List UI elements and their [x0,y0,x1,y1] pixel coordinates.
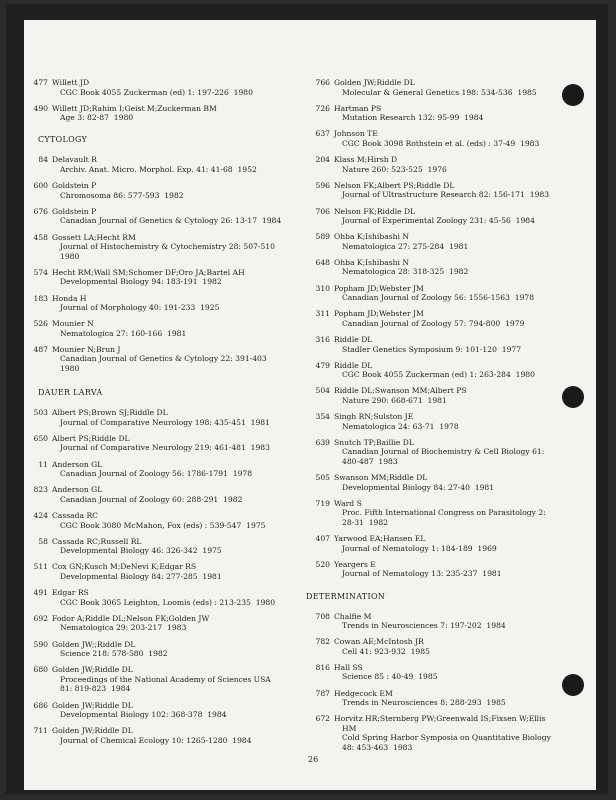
reference-number: 477 [33,78,48,87]
reference-number: 574 [33,267,48,277]
reference-citation: Developmental Biology 84: 27-40 1981 [342,482,495,492]
reference-citation: Proc. Fifth International Congress on Parasitology 2: [342,508,546,518]
reference-number: 706 [315,206,330,216]
reference-authors: Hedgecock EM [334,688,393,698]
reference-citation: Developmental Biology 94: 183-191 1982 [60,277,222,287]
reference-authors: Popham JD;Webster JM [334,283,424,293]
reference-citation: Proceedings of the National Academy of Sciences USA [60,674,271,684]
reference-citation: Trends in Neurosciences 8: 288-293 1985 [342,698,506,708]
reference-authors: Delavault R [52,155,97,165]
reference-body [334,473,494,492]
binder-hole [562,674,584,696]
reference-authors: Golden JW;Riddle DL [334,78,415,87]
reference-number: 708 [315,611,330,621]
reference-number: 407 [315,534,330,544]
reference-body [52,537,222,556]
reference-authors: Riddle DL [334,335,373,344]
reference-number: 686 [33,700,48,710]
reference-body [52,207,281,226]
reference-citation: 81: 819-823 1984 [60,684,131,694]
reference-number: 648 [315,257,330,267]
reference-citation: Nematologica 28: 318-325 1982 [342,267,469,277]
reference-citation: Canadian Journal of Zoology 57: 794-800 1979 [342,318,525,328]
reference-citation: Developmental Biology 46: 326-342 1975 [60,546,222,556]
reference-body [334,499,546,528]
reference-authors: Cowan AE;McIntosh JR [334,637,424,647]
reference-body [52,434,270,453]
reference-body [52,319,186,338]
reference-citation: Journal of Experimental Zoology 231: 45-56 1984 [342,216,535,226]
reference-body [334,155,447,174]
reference-number: 676 [33,206,48,216]
reference-number: 650 [33,433,48,443]
reference-citation: Archiv. Anat. Micro. Morphol. Exp. 41: 41-68 1952 [60,164,257,174]
reference-body [334,309,524,328]
reference-authors: Popham JD;Webster JM [334,309,424,319]
reference-citation: CGC Book 4055 Zuckerman (ed) 1: 263-284 1980 [342,370,535,380]
reference-authors: Honda H [52,293,87,303]
reference-citation: Journal of Ultrastructure Research 82: 156-171 1983 [342,190,550,200]
reference-authors: Cassada RC [52,511,98,520]
reference-number: 596 [315,180,330,190]
reference-authors: Swanson MM;Riddle DL [334,473,428,483]
reference-number: 590 [33,639,48,649]
reference-number: 58 [38,536,48,546]
reference-body [52,665,271,694]
reference-body [334,104,483,123]
reference-citation: Nematologica 27: 160-166 1981 [60,328,187,338]
reference-citation: Nature 260: 523-525 1976 [342,164,447,174]
reference-authors: Nelson FK;Riddle DL [334,206,416,216]
reference-authors: Yarwood EA;Hansen EL [334,534,426,544]
reference-authors: Hartman PS [334,103,382,113]
reference-authors: Golden JW;Riddle DL [52,700,133,710]
reference-body [52,294,219,313]
reference-number: 782 [315,637,330,647]
reference-citation: CGC Book 4055 Zuckerman (ed) 1: 197-226 1980 [60,87,253,97]
reference-citation: 1980 [60,251,80,261]
reference-citation: CGC Book 3098 Rothstein et al. (eds) : 37-49 1983 [342,138,540,148]
reference-authors: Albert PS;Brown SJ;Riddle DL [52,408,168,418]
reference-authors: Golden JW;;Riddle DL [52,639,136,649]
reference-number: 503 [33,408,48,418]
reference-authors: Ohba K;Ishibashi N [334,257,410,267]
reference-body [334,361,535,380]
reference-authors: Goldstein P [52,206,97,216]
reference-body [334,412,459,431]
reference-body [52,408,270,427]
reference-authors: Cassada RC;Russell RL [52,536,142,546]
reference-number: 600 [33,181,48,191]
reference-citation: Canadian Journal of Biochemistry & Cell Biology 61: [342,447,545,457]
reference-body [334,560,502,579]
reference-number: 711 [33,726,48,736]
reference-body [334,714,551,752]
reference-number: 316 [315,335,330,344]
reference-body [334,438,544,467]
reference-number: 589 [315,232,330,242]
reference-citation: Mutation Research 132: 95-99 1984 [342,113,484,123]
reference-authors: Cox GN;Kusch M;DeNevi K;Edgar RS [52,562,197,572]
reference-body [334,689,506,708]
reference-citation: 1980 [60,364,80,374]
reference-citation: Nematologica 27: 275-284 1981 [342,241,469,251]
reference-number: 692 [33,613,48,623]
page-number: 26 [308,755,319,764]
reference-citation: Canadian Journal of Zoology 56: 1556-1563 1978 [342,293,535,303]
reference-body [52,588,275,607]
reference-number: 479 [315,360,330,370]
reference-authors: Hecht RM;Wall SM;Schomer DF;Oro JA;Bartel AH [52,267,245,277]
reference-number: 680 [33,665,48,675]
reference-number: 354 [315,412,330,422]
reference-citation: Canadian Journal of Zoology 60: 288-291 1982 [60,494,243,504]
reference-body [334,284,534,303]
reference-citation: Canadian Journal of Genetics & Cytology 26: 13-17 1984 [60,216,282,226]
reference-body [52,155,257,174]
reference-authors: Mounier N [52,319,94,329]
reference-citation: Developmental Biology 102: 368-378 1984 [60,710,227,720]
reference-number: 487 [33,344,48,354]
reference-citation: Cold Spring Harbor Symposia on Quantitative Biology [342,733,551,743]
reference-citation: Molecular & General Genetics 198: 534-536 1985 [342,87,537,97]
reference-body [334,663,438,682]
reference-body [52,460,252,479]
reference-citation: Stadler Genetics Symposium 9: 101-120 1977 [342,344,522,354]
reference-authors: Anderson GL [52,459,103,469]
reference-authors: Johnson TE [334,129,378,139]
reference-body [52,233,275,262]
reference-body [334,386,467,405]
reference-citation: Journal of Chemical Ecology 10: 1265-1280 1984 [60,735,252,745]
reference-number: 637 [315,129,330,139]
reference-citation: Science 218: 578-580 1982 [60,649,168,659]
reference-authors: Ohba K;Ishibashi N [334,232,410,242]
reference-body [334,129,539,148]
reference-authors: Mounier N;Brun J [52,344,121,354]
reference-number: 310 [315,283,330,293]
reference-citation: Journal of Comparative Neurology 198: 435-451 1981 [60,417,270,427]
reference-body [334,232,468,251]
reference-body [334,78,537,97]
reference-citation: Journal of Histochemistry & Cytochemistry 28: 507-510 [60,242,275,252]
document-page [24,20,596,790]
reference-citation: 480-487 1983 [342,456,398,466]
reference-citation: Nature 290: 668-671 1981 [342,395,447,405]
reference-number: 504 [315,386,330,396]
reference-authors: Hall SS [334,662,363,672]
reference-number: 505 [315,473,330,483]
reference-authors: Albert PS;Riddle DL [52,433,130,443]
binder-hole [562,386,584,408]
reference-authors: Klass M;Hirsh D [334,155,398,165]
reference-citation: CGC Book 3080 McMahon, Fox (eds) : 539-547 1975 [60,520,266,530]
reference-authors: Goldstein P [52,181,97,191]
reference-number: 311 [315,309,330,319]
reference-authors: Gossett LA;Hecht RM [52,232,136,242]
reference-citation: Nematologica 24: 63-71 1978 [342,421,459,431]
reference-body [334,335,521,354]
section-heading: CYTOLOGY [38,135,88,145]
reference-authors: HM [342,723,357,733]
reference-authors: Riddle DL;Swanson MM;Albert PS [334,386,467,396]
reference-citation: 48: 453-463 1983 [342,743,413,753]
reference-body [334,612,506,631]
reference-number: 672 [315,714,330,724]
section-heading: DAUER LARVA [38,388,103,398]
reference-number: 183 [33,293,48,303]
reference-body [52,104,217,123]
reference-citation: Science 85 : 40-49 1985 [342,672,438,682]
reference-citation: Journal of Morphology 40: 191-233 1925 [60,303,220,313]
reference-body [334,258,468,277]
reference-body [334,181,549,200]
reference-number: 719 [315,498,330,508]
reference-number: 823 [33,485,48,495]
scan-border [6,4,608,794]
reference-body [52,511,265,530]
reference-body [334,207,535,226]
reference-citation: Age 3: 82-87 1980 [60,113,134,123]
reference-citation: Nematologica 29: 203-217 1983 [60,623,187,633]
reference-authors: Snutch TP;Baillie DL [334,437,414,447]
reference-body [52,268,245,287]
section-heading: DETERMINATION [306,591,386,601]
reference-number: 726 [315,103,330,113]
reference-authors: Anderson GL [52,485,103,495]
reference-number: 491 [33,588,48,598]
reference-body [334,534,497,553]
reference-citation: Chromosoma 86: 577-593 1982 [60,190,184,200]
reference-number: 639 [315,437,330,447]
reference-citation: Cell 41: 923-932 1985 [342,646,430,656]
reference-number: 520 [315,559,330,569]
reference-authors: Golden JW;Riddle DL [52,665,133,675]
reference-body [52,485,242,504]
reference-number: 458 [33,232,48,242]
reference-authors: Golden JW;Riddle DL [52,726,133,736]
reference-authors: Yeargers E [334,559,376,569]
reference-body [52,78,253,97]
reference-number: 816 [315,662,330,672]
binder-hole [562,84,584,106]
reference-number: 11 [38,459,48,469]
reference-authors: Singh RN;Sulston JE [334,412,414,422]
reference-authors: Ward S [334,498,362,508]
reference-body [52,701,227,720]
reference-number: 490 [33,103,48,113]
reference-authors: Fodor A;Riddle DL;Nelson FK;Golden JW [52,613,210,623]
reference-body [334,637,430,656]
reference-body [52,726,252,745]
reference-citation: 28-31 1982 [342,517,389,527]
reference-citation: Developmental Biology 84: 277-285 1981 [60,571,222,581]
reference-citation: CGC Book 3065 Leighton, Loomis (eds) : 213-235 1980 [60,597,276,607]
reference-authors: Nelson FK;Albert PS;Riddle DL [334,180,455,190]
reference-body [52,181,184,200]
reference-authors: Chalfie M [334,611,372,621]
reference-number: 84 [38,155,48,165]
reference-authors: Riddle DL [334,360,373,370]
reference-citation: Canadian Journal of Genetics & Cytology 22: 391-403 [60,354,267,364]
reference-citation: Trends in Neurosciences 7: 197-202 1984 [342,621,506,631]
reference-body [52,614,209,633]
reference-citation: Journal of Nematology 13: 235-237 1981 [342,569,502,579]
reference-citation: Journal of Nematology 1: 184-189 1969 [342,543,497,553]
reference-citation: Journal of Comparative Neurology 219: 461-481 1983 [60,443,270,453]
reference-number: 787 [315,688,330,698]
reference-authors: Willett JD;Rahim I;Geist M;Zuckerman BM [52,103,217,113]
reference-number: 766 [315,78,330,87]
reference-authors: Edgar RS [52,588,89,598]
reference-number: 204 [315,155,330,165]
reference-citation: Canadian Journal of Zoology 56: 1786-1791 1978 [60,469,253,479]
reference-authors: Willett JD [52,78,90,87]
reference-number: 424 [33,511,48,520]
reference-body [52,562,222,581]
reference-body [52,345,267,374]
reference-number: 511 [33,562,48,572]
reference-body [52,640,168,659]
reference-authors: Horvitz HR;Sternberg PW;Greenwald IS;Fixsen W;Ellis [334,714,546,724]
reference-number: 526 [33,319,48,329]
